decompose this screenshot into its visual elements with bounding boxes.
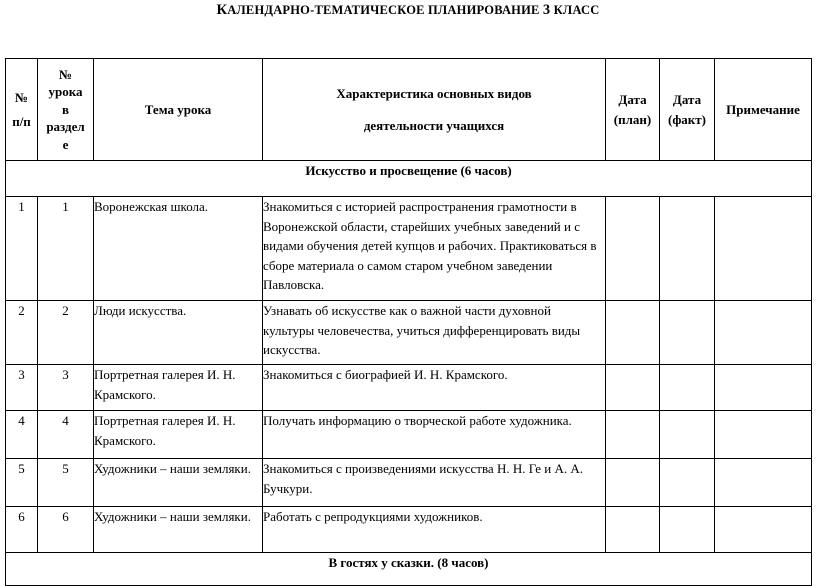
header-topic: Тема урока <box>94 59 263 161</box>
table-header-row <box>6 59 812 161</box>
row-date-fact <box>660 507 715 553</box>
row-description: Знакомиться с историей распространения грамотности в Воронежской области, старейших учебных заведений и с видами обучения детей купцов и рабочих. Практиковаться в сборе материала о самом старом учебном заведении Павловска. <box>263 197 606 301</box>
row-date-plan <box>606 197 660 301</box>
row-number: 4 <box>6 411 38 459</box>
row-notes <box>715 365 812 411</box>
row-notes <box>715 301 812 365</box>
header-date-fact-line2: (факт) <box>667 111 707 127</box>
row-topic: Портретная галерея И. Н. Крамского. <box>94 365 263 411</box>
header-lesson-line5: е <box>62 136 69 152</box>
row-description: Знакомиться с произведениями искусства Н. Н. Ге и А. А. Бучкури. <box>263 459 606 507</box>
header-date-fact-line1: Дата <box>672 92 702 107</box>
row-notes <box>715 507 812 553</box>
section-title: В гостях у сказки. (8 часов) <box>6 553 812 586</box>
header-number-line1: № <box>14 90 29 105</box>
row-number: 3 <box>6 365 38 411</box>
row-description: Получать информацию о творческой работе художника. <box>263 411 606 459</box>
row-topic: Художники – наши земляки. <box>94 507 263 553</box>
row-date-fact <box>660 197 715 301</box>
section-row <box>6 161 812 197</box>
header-date-plan-line1: Дата <box>618 92 647 107</box>
row-lesson-number: 4 <box>38 411 94 459</box>
row-number: 5 <box>6 459 38 507</box>
header-date-plan-line2: (план) <box>613 111 652 127</box>
row-date-plan <box>606 365 660 411</box>
row-number: 1 <box>6 197 38 301</box>
section-row <box>6 553 812 586</box>
row-date-plan <box>606 301 660 365</box>
row-date-plan <box>606 507 660 553</box>
row-notes <box>715 411 812 459</box>
row-description: Узнавать об искусстве как о важной части духовной культуры человечества, учиться дифференцировать виды искусства. <box>263 301 606 365</box>
header-description-line2: деятельности учащихся <box>363 117 505 133</box>
header-date-fact <box>660 59 715 161</box>
header-number-line2: п/п <box>12 113 31 129</box>
header-notes: Примечание <box>715 59 812 161</box>
row-date-plan <box>606 411 660 459</box>
table-row <box>6 301 812 365</box>
table-row <box>6 459 812 507</box>
row-lesson-number: 2 <box>38 301 94 365</box>
row-date-plan <box>606 459 660 507</box>
table-row <box>6 507 812 553</box>
table-row <box>6 197 812 301</box>
table-row <box>6 365 812 411</box>
section-title: Искусство и просвещение (6 часов) <box>6 161 812 197</box>
title-cap-1: К <box>216 2 228 18</box>
row-topic: Художники – наши земляки. <box>94 459 263 507</box>
header-date-plan <box>606 59 660 161</box>
page-title <box>0 2 816 19</box>
title-text-1: АЛЕНДАРНО-ТЕМАТИЧЕСКОЕ ПЛАНИРОВАНИЕ <box>227 3 543 17</box>
header-number <box>6 59 38 161</box>
row-date-fact <box>660 411 715 459</box>
row-lesson-number: 1 <box>38 197 94 301</box>
row-notes <box>715 197 812 301</box>
row-date-fact <box>660 301 715 365</box>
planning-table <box>5 58 812 586</box>
title-cap-2: 3 <box>542 2 551 18</box>
row-lesson-number: 3 <box>38 365 94 411</box>
header-lesson-line4: раздел <box>46 119 85 135</box>
title-text-2: КЛАСС <box>550 3 600 17</box>
row-description: Работать с репродукциями художников. <box>263 507 606 553</box>
row-notes <box>715 459 812 507</box>
row-date-fact <box>660 459 715 507</box>
header-lesson-line2: урока <box>48 84 83 100</box>
row-lesson-number: 6 <box>38 507 94 553</box>
row-topic: Портретная галерея И. Н. Крамского. <box>94 411 263 459</box>
header-lesson-number <box>38 59 94 161</box>
header-lesson-line1: № <box>58 66 73 82</box>
row-date-fact <box>660 365 715 411</box>
header-lesson-line3: в <box>61 101 70 117</box>
table-row <box>6 411 812 459</box>
row-lesson-number: 5 <box>38 459 94 507</box>
row-number: 2 <box>6 301 38 365</box>
row-number: 6 <box>6 507 38 553</box>
header-description <box>263 59 606 161</box>
row-description: Знакомиться с биографией И. Н. Крамского. <box>263 365 606 411</box>
row-topic: Воронежская школа. <box>94 197 263 301</box>
header-description-line1: Характеристика основных видов <box>336 86 532 101</box>
row-topic: Люди искусства. <box>94 301 263 365</box>
